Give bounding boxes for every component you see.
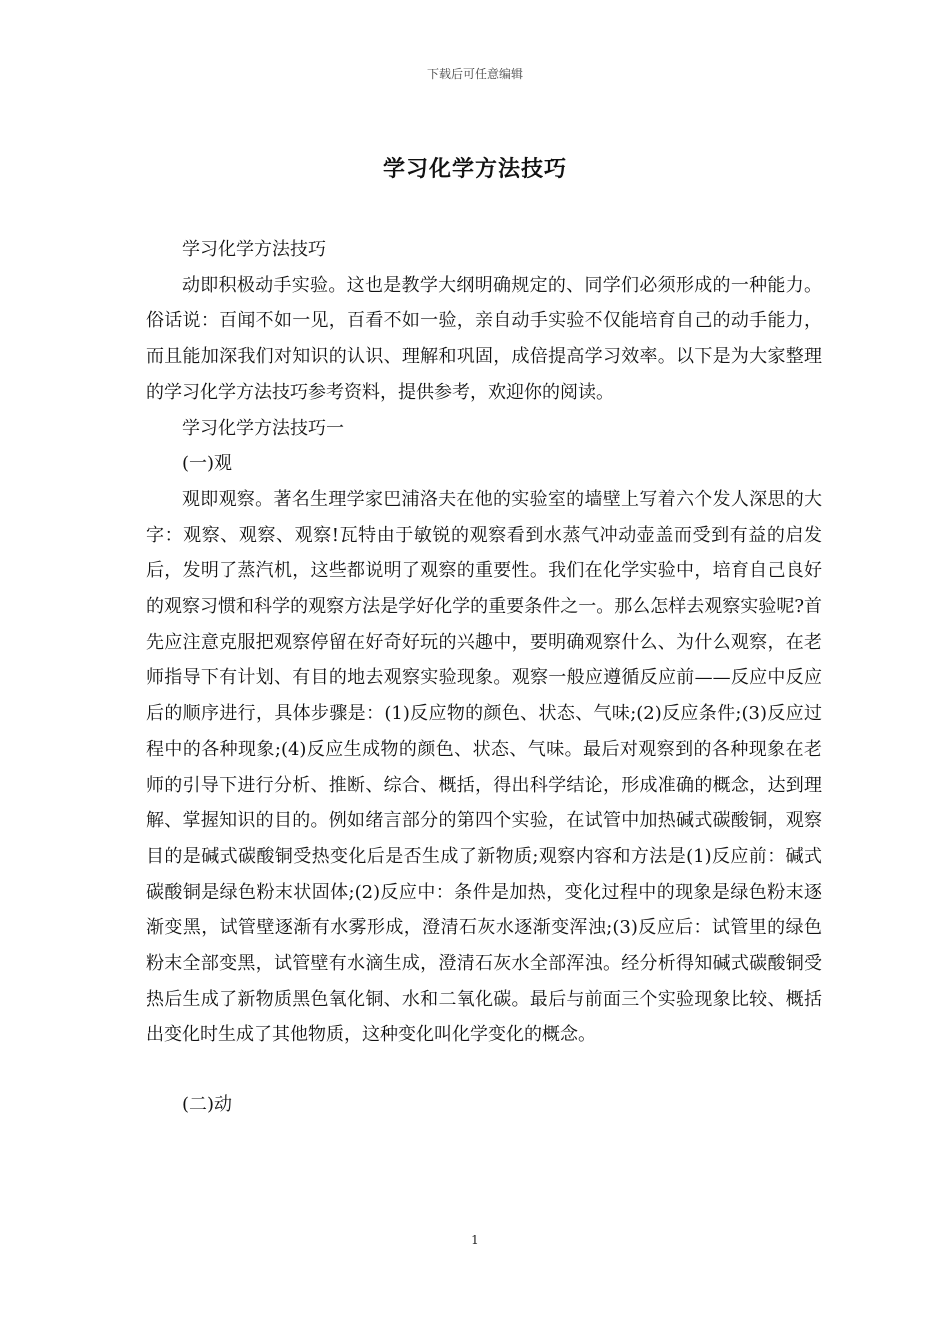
observe-paragraph: 观即观察。著名生理学家巴浦洛夫在他的实验室的墙壁上写着六个发人深思的大字：观察、观察、观察!瓦特由于敏锐的观察看到水蒸气冲动壶盖而受到有益的启发后，发明了蒸汽机，这些都说明了观察的重要性。我们在化学实验中，培育自己良好的观察习惯和科学的观察方法是学好化学的重要条件之一。那么怎样去观察实验呢?首先应注意克服把观察停留在好奇好玩的兴趣中，要明确观察什么、为什么观察，在老师指导下有计划、有目的地去观察实验现象。观察一般应遵循反应前——反应中反应后的顺序进行，具体步骤是：(1)反应物的颜色、状态、气味;(2)反应条件;(3)反应过程中的各种现象;(4)反应生成物的颜色、状态、气味。最后对观察到的各种现象在老师的引导下进行分析、推断、综合、概括，得出科学结论，形成准确的概念，达到理解、掌握知识的目的。例如绪言部分的第四个实验，在试管中加热碱式碳酸铜，观察目的是碱式碳酸铜受热变化后是否生成了新物质;观察内容和方法是(1)反应前：碱式碳酸铜是绿色粉末状固体;(2)反应中：条件是加热，变化过程中的现象是绿色粉末逐渐变黑，试管壁逐渐有水雾形成，澄清石灰水逐渐变浑浊;(3)反应后：试管里的绿色粉末全部变黑，试管壁有水滴生成，澄清石灰水全部浑浊。经分析得知碱式碳酸铜受热后生成了新物质黑色氧化铜、水和二氧化碳。最后与前面三个实验现象比较、概括出变化时生成了其他物质，这种变化叫化学变化的概念。 bbox=[146, 488, 822, 1046]
document-body bbox=[146, 232, 822, 1123]
intro-paragraph: 动即积极动手实验。这也是教学大纲明确规定的、同学们必须形成的一种能力。俗话说：百闻不如一见，百看不如一验，亲自动手实验不仅能培育自己的动手能力，而且能加深我们对知识的认识、理解和巩固，成倍提高学习效率。以下是为大家整理的学习化学方法技巧参考资料，提供参考，欢迎你的阅读。 bbox=[146, 274, 822, 403]
section-heading-tip-one: 学习化学方法技巧一 bbox=[182, 417, 344, 439]
page-number: 1 bbox=[471, 1233, 479, 1247]
subsection-heading-act: (二)动 bbox=[182, 1094, 233, 1116]
document-title: 学习化学方法技巧 bbox=[382, 156, 567, 182]
page-header-note: 下载后可任意编辑 bbox=[426, 67, 523, 81]
intro-heading: 学习化学方法技巧 bbox=[182, 239, 326, 260]
subsection-heading-observe: (一)观 bbox=[182, 453, 233, 475]
